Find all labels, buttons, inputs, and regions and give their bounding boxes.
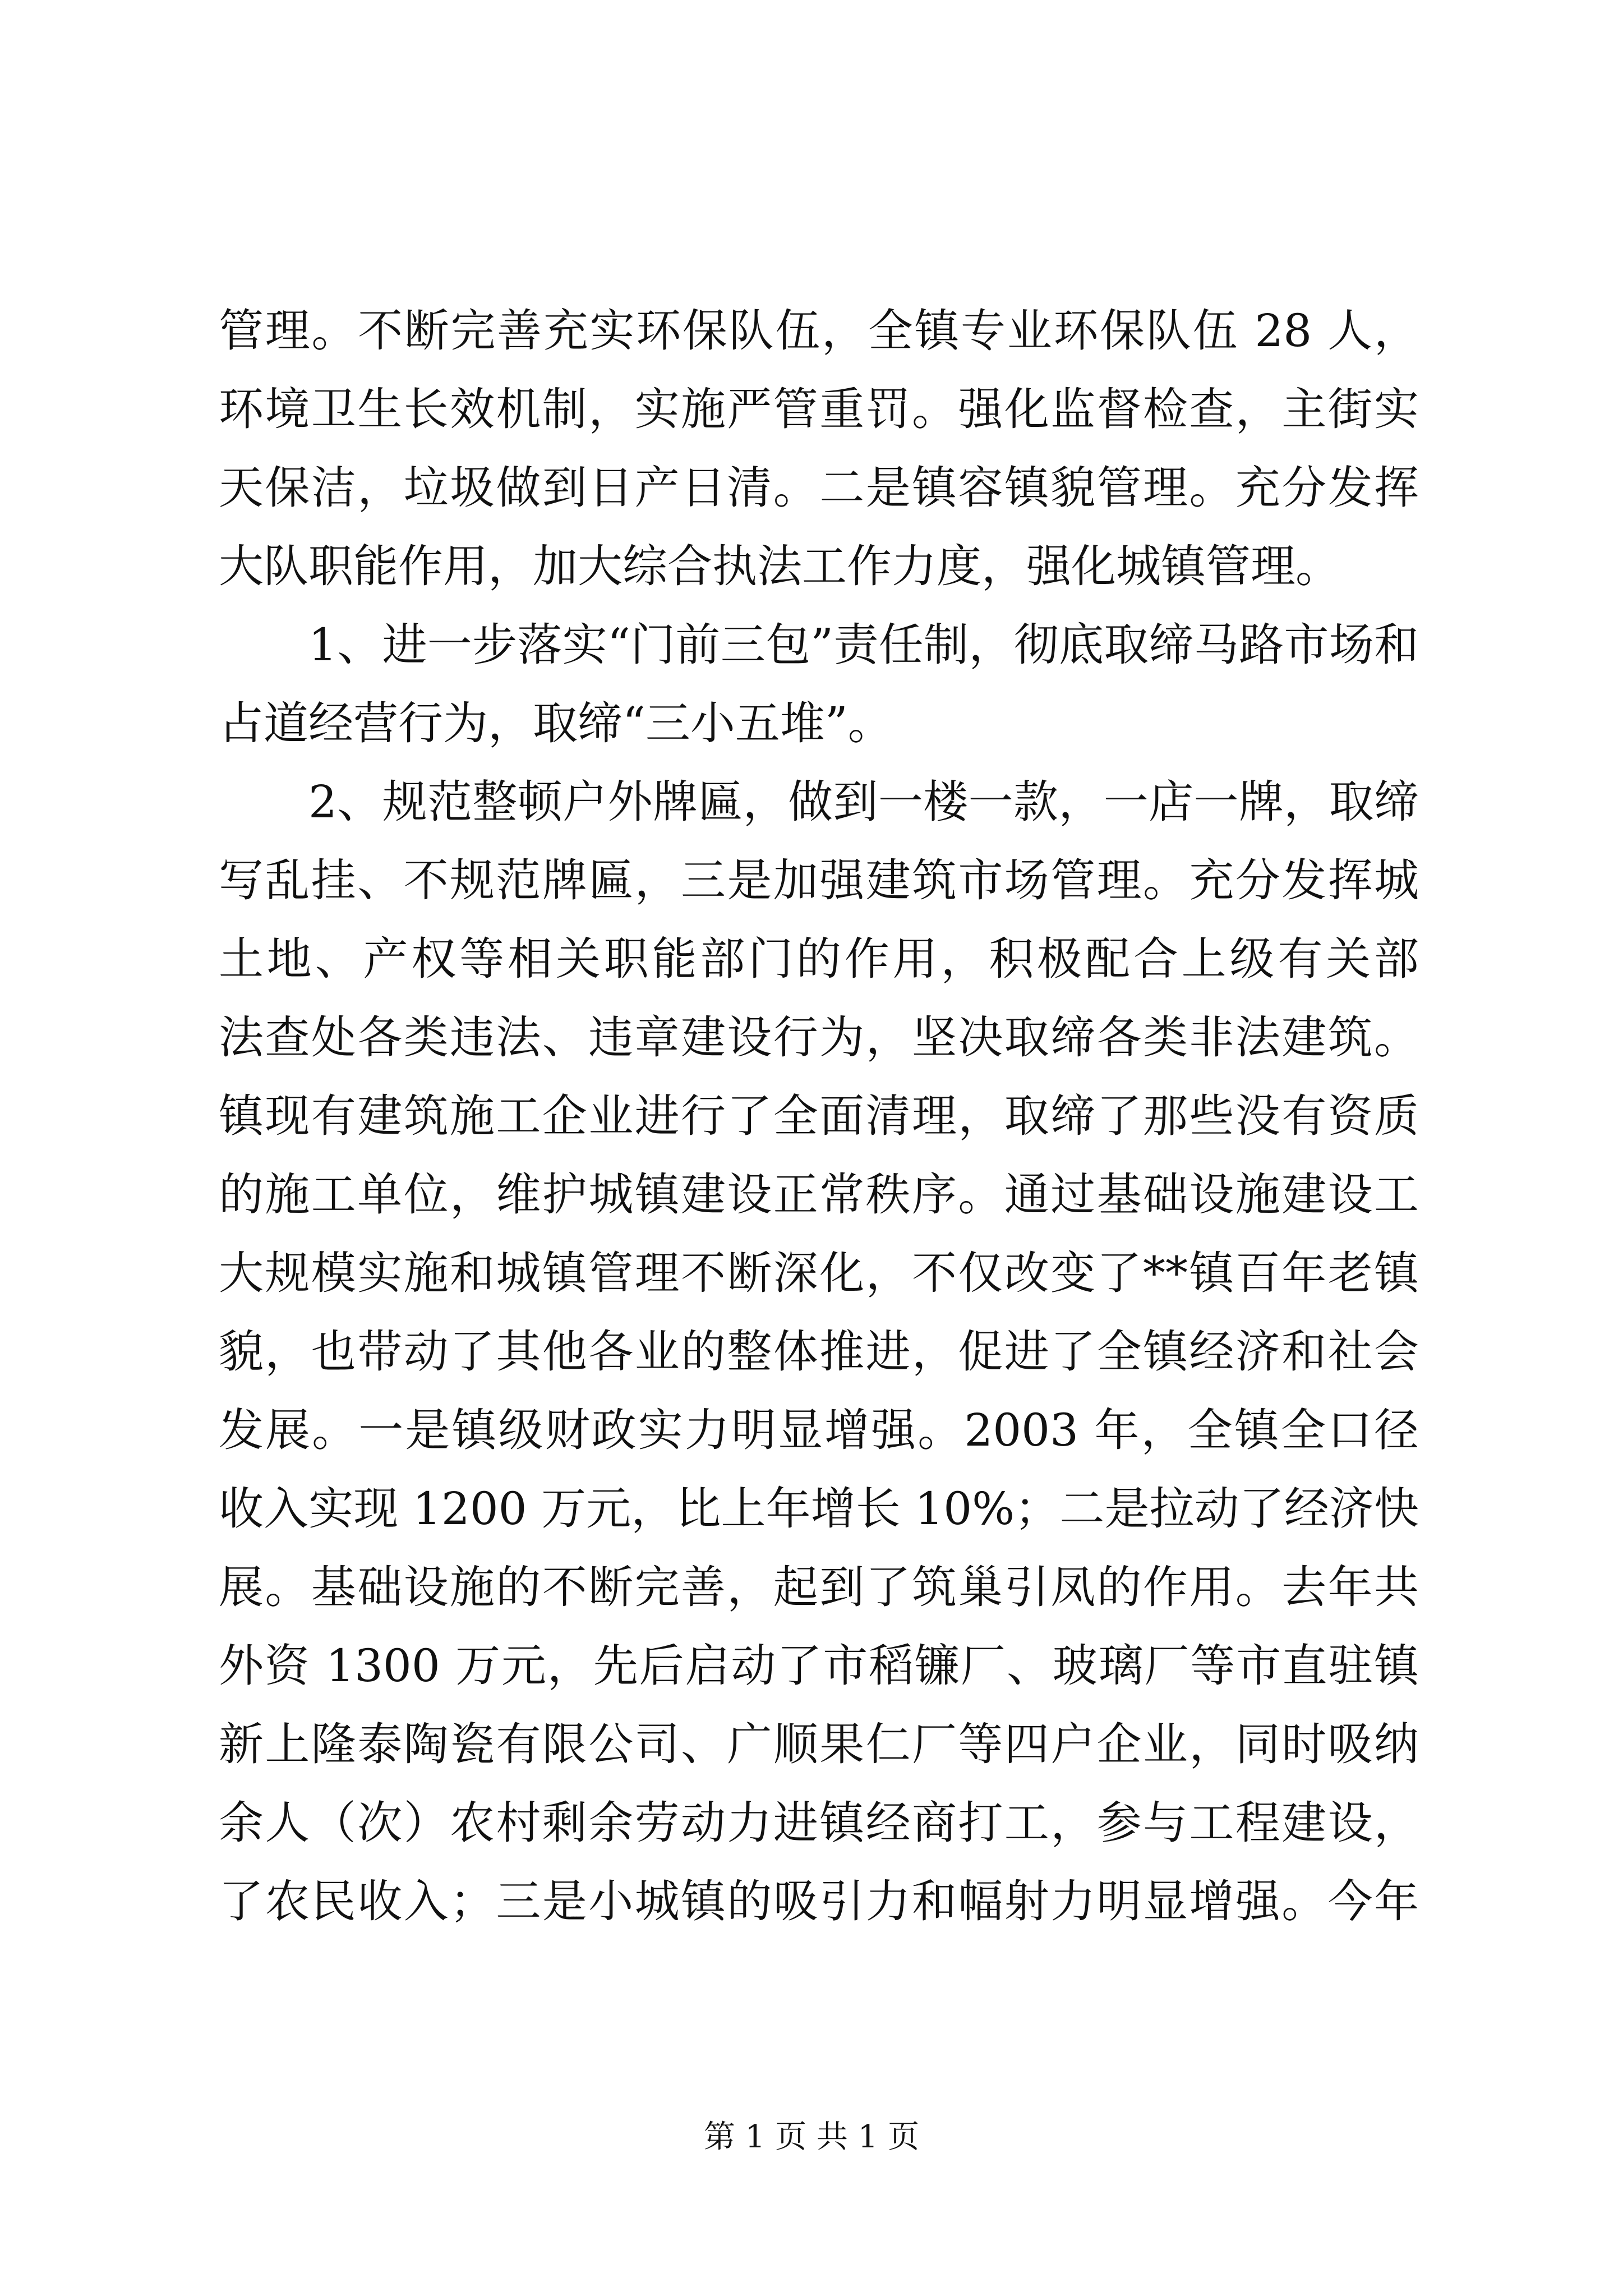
page-footer [0, 2115, 1623, 2160]
text-line-1: 管理。不断完善充实环保队伍，全镇专业环保队伍 28 人， [219, 305, 1419, 357]
text-line-4: 大队职能作用，加大综合执法工作力度，强化城镇管理。 [219, 540, 1340, 592]
document-body [219, 292, 1419, 1941]
text-line-20: 余人（次）农村剩余劳动力进镇经商打工，参与工程建设， [219, 1797, 1419, 1849]
text-line-10: 法查处各类违法、违章建设行为，坚决取缔各类非法建筑。 [219, 1011, 1419, 1064]
text-line-19: 新上隆泰陶瓷有限公司、广顺果仁厂等四户企业，同时吸纳 [219, 1718, 1419, 1770]
page-number-label: 第 1 页 共 1 页 [703, 2119, 920, 2155]
text-line-7: 2、规范整顿户外牌匾，做到一楼一款，一店一牌，取缔 [308, 776, 1419, 828]
text-line-18: 外资 1300 万元，先后启动了市稻镰厂、玻璃厂等市直驻镇 [219, 1640, 1419, 1692]
text-line-16: 收入实现 1200 万元，比上年增长 10%；二是拉动了经济快 [219, 1483, 1419, 1535]
text-line-2: 环境卫生长效机制，实施严管重罚。强化监督检查，主街实 [219, 383, 1419, 435]
text-line-3: 天保洁，垃圾做到日产日清。二是镇容镇貌管理。充分发挥 [219, 462, 1419, 514]
text-line-12: 的施工单位，维护城镇建设正常秩序。通过基础设施建设工 [219, 1168, 1419, 1221]
text-line-17: 展。基础设施的不断完善，起到了筑巢引凤的作用。去年共 [219, 1561, 1419, 1613]
text-line-15: 发展。一是镇级财政实力明显增强。2003 年，全镇全口径 [219, 1404, 1419, 1456]
text-line-8: 写乱挂、不规范牌匾，三是加强建筑市场管理。充分发挥城 [219, 854, 1419, 907]
text-line-5: 1、进一步落实“门前三包”责任制，彻底取缔马路市场和 [308, 619, 1419, 671]
text-line-13: 大规模实施和城镇管理不断深化，不仅改变了**镇百年老镇 [219, 1247, 1419, 1299]
text-line-9: 土地、产权等相关职能部门的作用，积极配合上级有关部 [219, 933, 1419, 985]
text-line-11: 镇现有建筑施工企业进行了全面清理，取缔了那些没有资质 [219, 1090, 1419, 1142]
text-line-14: 貌，也带动了其他各业的整体推进，促进了全镇经济和社会 [219, 1326, 1419, 1378]
text-line-21: 了农民收入；三是小城镇的吸引力和幅射力明显增强。今年 [219, 1875, 1419, 1927]
text-line-6: 占道经营行为，取缔“三小五堆”。 [219, 697, 893, 749]
